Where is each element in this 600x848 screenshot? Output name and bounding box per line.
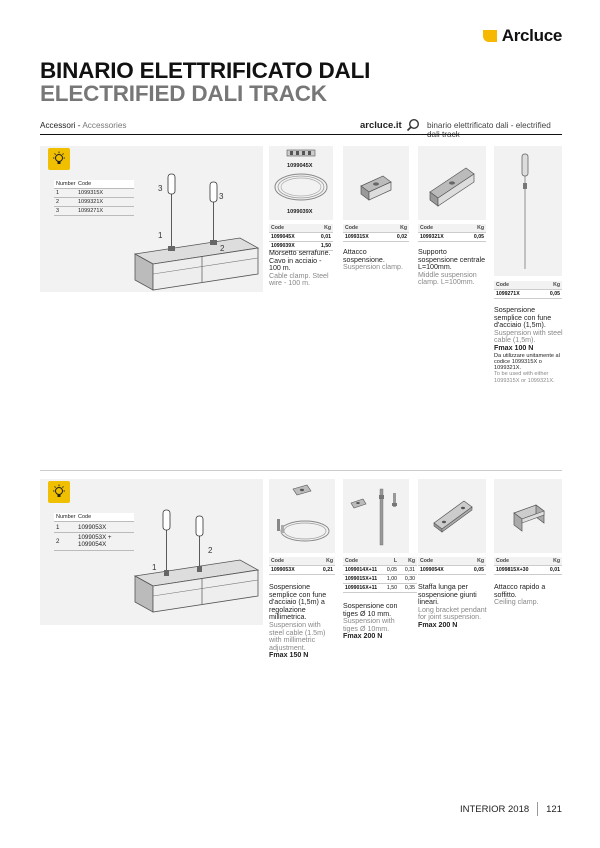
row-code: 1099315X [78, 190, 104, 196]
table-row [54, 533, 134, 551]
row-number: 1 [56, 190, 60, 196]
code-table [343, 557, 417, 593]
product-image-1099054X [418, 479, 486, 553]
product-code: 1099016X+11 [345, 585, 378, 591]
product-image-1099053X [269, 479, 335, 553]
lamp-icon [48, 481, 70, 503]
page-footer [460, 802, 562, 816]
img-label-1099045X: 1099045X [287, 163, 313, 169]
desc-en: Suspension with tiges Ø 10mm. [343, 617, 395, 633]
code-table [269, 557, 335, 575]
code-table-header [269, 224, 333, 233]
number-code-table-1 [54, 180, 134, 216]
category-it: Accessori - [40, 121, 81, 130]
lamp-icon [48, 148, 70, 170]
category-en: Accessories [82, 121, 127, 130]
search-keywords: binario elettrificato dali - electrified [427, 121, 551, 130]
track-suspension-diagram-1 [130, 166, 260, 292]
long-bracket-image [418, 479, 486, 553]
product-code: 1099271X [496, 291, 520, 297]
code-table [343, 224, 409, 242]
code-table [418, 557, 486, 575]
desc-it: Attacco rapido a soffitto. [494, 583, 546, 599]
page-title-it: BINARIO ELETTRIFICATO DALI [40, 58, 371, 83]
desc-en: Middle suspension clamp. L=100mm. [418, 270, 477, 287]
col-kg: Kg [477, 225, 484, 231]
table-row [269, 233, 333, 242]
category-label [40, 121, 126, 130]
product-weight: 0,02 [396, 234, 407, 240]
table-row [54, 207, 134, 216]
product-weight: 0,05 [473, 234, 484, 240]
number-code-table-2 [54, 513, 134, 551]
callout-1: 1 [158, 231, 163, 240]
product-description [343, 603, 411, 641]
table-row [343, 566, 417, 575]
img-label-1099039X: 1099039X [287, 209, 313, 215]
table-row [54, 198, 134, 207]
row-number: 1 [56, 523, 60, 531]
product-description [418, 584, 488, 630]
col-code: Code [345, 558, 358, 564]
product-code: 1099315X [345, 234, 369, 240]
col-code: Code [78, 181, 92, 187]
desc-it: Morsetto serrafune. Cavo in acciaio - 100 m. [269, 249, 331, 273]
footer-section: INTERIOR 2018 [459, 803, 530, 815]
row-code: 1099053X + 1099054X [78, 534, 112, 548]
desc-it: Attacco sospensione. [343, 248, 385, 264]
table-row [269, 566, 335, 575]
col-code: Code [420, 225, 433, 231]
product-code: 1099015X+11 [345, 576, 378, 582]
col-code: Code [78, 514, 92, 520]
row-number: 3 [56, 208, 60, 214]
callout-3a: 3 [158, 184, 163, 193]
code-table [269, 224, 333, 251]
col-kg: Kg [400, 225, 407, 231]
logo-mark-icon [483, 30, 497, 42]
site-link[interactable]: arcluce.it [360, 120, 402, 131]
product-weight: 1,50 [320, 243, 331, 249]
col-code: Code [496, 282, 509, 288]
code-table [418, 224, 486, 242]
product-image-1099315X [343, 146, 409, 220]
col-code: Code [496, 558, 509, 564]
product-weight: 0,01 [320, 234, 331, 240]
product-description [418, 249, 488, 287]
table-header [54, 513, 134, 522]
code-table-header [418, 557, 486, 566]
col-kg: Kg [553, 282, 560, 288]
col-code: Code [420, 558, 433, 564]
desc-it: Staffa lunga per sospensione giunti lineari. [418, 583, 477, 607]
row-code: 1099053X [78, 523, 107, 531]
table-row [418, 233, 486, 242]
product-description [269, 584, 337, 660]
desc-en: Ceiling clamp. [494, 598, 539, 607]
callout-2: 2 [220, 244, 225, 253]
code-table-header [418, 224, 486, 233]
product-weight: 0,01 [549, 567, 560, 573]
col-number: Number [56, 514, 76, 520]
desc-it: Sospensione semplice con fune d'acciaio (1,5m) a regolazione millimetrica. [269, 583, 327, 622]
product-description [494, 307, 564, 384]
code-table [494, 557, 562, 575]
product-image-1099321X [418, 146, 486, 220]
product-length: 1,00 [386, 576, 397, 582]
product-image-1099815X [494, 479, 562, 553]
steel-cable-suspension-image [494, 146, 562, 276]
desc-en: Suspension with steel cable (1.5m) with millimetric adjustment. [269, 620, 326, 652]
fmax-value: Fmax 200 N [418, 620, 458, 629]
table-row [54, 189, 134, 198]
ceiling-clamp-image [494, 479, 562, 553]
code-table-header [494, 281, 562, 290]
row-code: 1099271X [78, 208, 104, 214]
fmax-value: Fmax 200 N [343, 632, 383, 641]
product-code: 1099014X+11 [345, 567, 378, 573]
col-kg: Kg [408, 558, 415, 564]
col-l: L [393, 558, 397, 564]
desc-it: Supporto sospensione centrale L=100mm. [418, 248, 486, 272]
callout-3b: 3 [219, 192, 224, 201]
product-code: 1099045X [271, 234, 295, 240]
table-row [418, 566, 486, 575]
code-table-header [494, 557, 562, 566]
note-en: To be used with either 1099315X or 1099321X. [494, 371, 555, 384]
note-it: Da utilizzare unitamente al codice 1099315X o 1099321X. [494, 352, 560, 372]
subheader [40, 118, 562, 134]
code-table-header [343, 224, 409, 233]
page-title-en: ELECTRIFIED DALI TRACK [40, 81, 327, 106]
millimetric-suspension-image [269, 479, 335, 553]
product-code: 1099039X [271, 243, 295, 249]
product-weight: 0,05 [473, 567, 484, 573]
product-code: 1099815X+30 [496, 567, 529, 573]
desc-en: Cable clamp. Steel wire - 100 m. [269, 271, 329, 288]
col-number: Number [56, 181, 76, 187]
product-weight: 0,35 [404, 585, 415, 591]
product-description [494, 584, 562, 607]
col-code: Code [271, 558, 284, 564]
callout-1: 1 [152, 563, 157, 572]
col-kg: Kg [477, 558, 484, 564]
desc-it: Sospensione semplice con fune d'acciaio (1,5m). [494, 306, 552, 330]
product-description [343, 249, 409, 272]
col-kg: Kg [326, 558, 333, 564]
product-image-1099014X [343, 479, 409, 553]
product-weight: 0,21 [322, 567, 333, 573]
product-code: 1099321X [420, 234, 444, 240]
table-row [54, 522, 134, 533]
desc-en: Suspension with steel cable (1,5m). [494, 328, 563, 345]
page-number: 121 [546, 803, 562, 815]
search-icon[interactable] [406, 118, 420, 132]
product-weight: 0,31 [404, 567, 415, 573]
product-description [269, 250, 335, 288]
table-row [343, 584, 417, 593]
table-row [343, 575, 417, 584]
product-code: 1099053X [271, 567, 295, 573]
fmax-value: Fmax 150 N [269, 651, 309, 660]
suspension-clamp-image [343, 146, 409, 220]
product-weight: 0,05 [549, 291, 560, 297]
table-row [494, 566, 562, 575]
desc-en: Suspension clamp. [343, 263, 403, 272]
product-image-1099271X [494, 146, 562, 276]
section-divider [40, 470, 562, 471]
brand-logo [483, 26, 562, 46]
fmax-value: Fmax 100 N [494, 343, 534, 352]
header-rule [40, 134, 562, 135]
callout-2: 2 [208, 546, 213, 555]
product-length: 0,05 [386, 567, 397, 573]
brand-name: Arcluce [501, 26, 562, 45]
code-table [494, 281, 562, 299]
product-weight: 0,30 [404, 576, 415, 582]
col-kg: Kg [553, 558, 560, 564]
row-number: 2 [56, 199, 60, 205]
desc-it: Sospensione con tiges Ø 10 mm. [343, 602, 398, 618]
middle-suspension-clamp-image [418, 146, 486, 220]
track-suspension-diagram-2 [130, 500, 260, 626]
product-length: 1,50 [386, 585, 397, 591]
table-row [494, 290, 562, 299]
code-table-header [343, 557, 417, 566]
product-code: 1099054X [420, 567, 444, 573]
tiges-suspension-image [343, 479, 409, 553]
col-kg: Kg [324, 225, 331, 231]
desc-en: Long bracket pendant for joint suspension. [418, 605, 487, 622]
table-row [343, 233, 409, 242]
row-number: 2 [56, 538, 60, 545]
col-code: Code [271, 225, 284, 231]
table-header [54, 180, 134, 189]
col-code: Code [345, 225, 358, 231]
footer-divider [537, 802, 538, 816]
row-code: 1099321X [78, 199, 104, 205]
code-table-header [269, 557, 335, 566]
